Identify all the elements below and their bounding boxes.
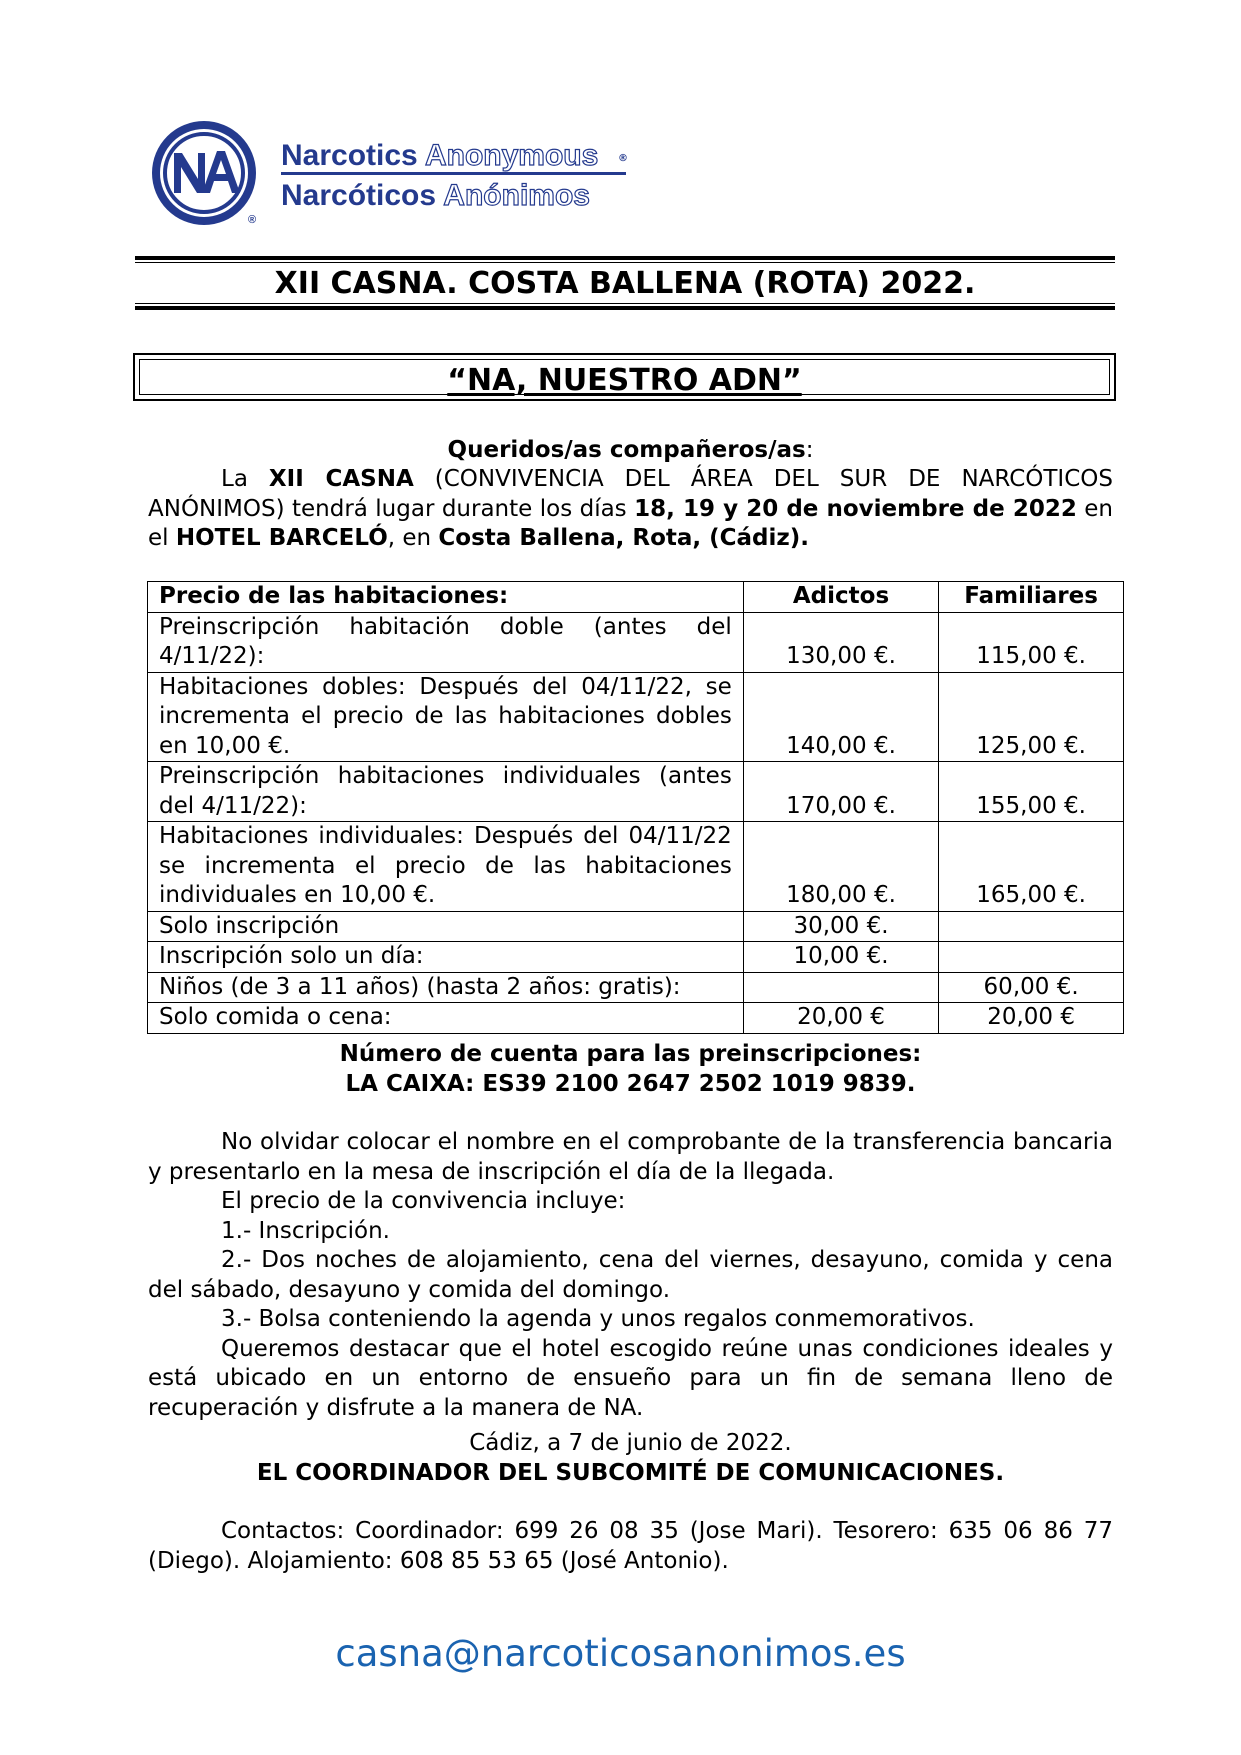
price-familiares — [939, 942, 1124, 973]
row-label: Preinscripción habitación doble (antes del 4/11/22): — [148, 612, 744, 672]
price-familiares: 125,00 €. — [939, 672, 1124, 762]
account-label: Número de cuenta para las preinscripciones: — [339, 1041, 922, 1067]
title-top-rule-thin — [135, 262, 1115, 263]
body-paragraph: 2.- Dos noches de alojamiento, cena del viernes, desayuno, comida y cena del sábado, desayuno y comida del domingo. — [148, 1247, 1113, 1303]
price-adictos: 180,00 €. — [743, 822, 938, 912]
email-link[interactable]: casna@narcoticosanonimos.es — [335, 1632, 906, 1675]
theme-title: “NA, NUESTRO ADN” — [447, 363, 802, 398]
row-label: Solo comida o cena: — [148, 1003, 744, 1034]
row-label: Habitaciones individuales: Después del 04/11/22 se incrementa el precio de las habitaciones individuales en 10,00 €. — [148, 822, 744, 912]
intro-paragraph: La XII CASNA (CONVIVENCIA DEL ÁREA DEL SUR DE NARCÓTICOS ANÓNIMOS) tendrá lugar durante los días 18, 19 y 20 de noviembre de 2022 en el HOTEL BARCELÓ, en Costa Ballena, Rota, (Cádiz). — [148, 466, 1113, 551]
table-row — [148, 672, 1124, 762]
price-familiares: 165,00 €. — [939, 822, 1124, 912]
row-label: Habitaciones dobles: Después del 04/11/22, se incrementa el precio de las habitaciones dobles en 10,00 €. — [148, 672, 744, 762]
body-paragraph: Queremos destacar que el hotel escogido reúne unas condiciones ideales y está ubicado en un entorno de ensueño para un fin de semana lleno de recuperación y disfrute a la manera de NA. — [148, 1335, 1113, 1421]
na-emblem-icon — [148, 117, 266, 229]
account-info — [148, 1040, 1113, 1099]
logo-line-2: Narcóticos Anónimos — [281, 179, 590, 212]
account-number: LA CAIXA: ES39 2100 2647 2502 1019 9839. — [345, 1070, 916, 1097]
price-adictos — [743, 972, 938, 1003]
table-header-row — [148, 582, 1124, 613]
price-familiares — [939, 911, 1124, 942]
price-adictos: 140,00 €. — [743, 672, 938, 762]
body-paragraph: 1.- Inscripción. — [221, 1217, 390, 1244]
row-label: Solo inscripción — [148, 911, 744, 942]
table-row — [148, 911, 1124, 942]
na-logo — [148, 117, 628, 229]
row-label: Inscripción solo un día: — [148, 942, 744, 973]
title-bottom-rule-thin — [135, 303, 1115, 304]
body-text — [148, 1128, 1113, 1423]
contacts: Contactos: Coordinador: 699 26 08 35 (Jose Mari). Tesorero: 635 06 86 77 (Diego). Alojamiento: 608 85 53 65 (José Antonio). — [148, 1518, 1113, 1574]
row-label: Niños (de 3 a 11 años) (hasta 2 años: gratis): — [148, 972, 744, 1003]
price-table — [147, 581, 1124, 1034]
title-bottom-rule — [135, 306, 1115, 310]
table-row — [148, 822, 1124, 912]
place-date: Cádiz, a 7 de junio de 2022. — [469, 1430, 792, 1456]
logo-line-1: Narcotics Anonymous — [281, 139, 599, 172]
row-label: Preinscripción habitaciones individuales (antes del 4/11/22): — [148, 762, 744, 822]
signature — [148, 1429, 1113, 1488]
price-adictos: 130,00 €. — [743, 612, 938, 672]
header-room-price: Precio de las habitaciones: — [148, 582, 744, 613]
table-row — [148, 612, 1124, 672]
table-row — [148, 972, 1124, 1003]
body-paragraph: El precio de la convivencia incluye: — [221, 1188, 626, 1214]
theme-box — [133, 353, 1116, 401]
header-adictos: Adictos — [743, 582, 938, 613]
price-adictos: 10,00 €. — [743, 942, 938, 973]
price-familiares: 20,00 € — [939, 1003, 1124, 1034]
svg-text:®: ® — [248, 214, 257, 226]
table-row — [148, 1003, 1124, 1034]
logo-divider — [281, 172, 626, 175]
table-row — [148, 942, 1124, 973]
price-familiares: 60,00 €. — [939, 972, 1124, 1003]
title-top-rule — [135, 256, 1115, 260]
header-familiares: Familiares — [939, 582, 1124, 613]
body-paragraph: No olvidar colocar el nombre en el comprobante de la transferencia bancaria y presentarlo en la mesa de inscripción el día de la llegada. — [148, 1129, 1113, 1185]
signer: EL COORDINADOR DEL SUBCOMITÉ DE COMUNICACIONES. — [256, 1459, 1005, 1486]
price-familiares: 115,00 €. — [939, 612, 1124, 672]
price-adictos: 170,00 €. — [743, 762, 938, 822]
registered-mark: ® — [618, 153, 628, 164]
body-paragraph: 3.- Bolsa conteniendo la agenda y unos regalos conmemorativos. — [221, 1306, 975, 1332]
table-row — [148, 762, 1124, 822]
page-title: XII CASNA. COSTA BALLENA (ROTA) 2022. — [274, 266, 976, 301]
price-adictos: 20,00 € — [743, 1003, 938, 1034]
price-familiares: 155,00 €. — [939, 762, 1124, 822]
price-adictos: 30,00 €. — [743, 911, 938, 942]
greeting: Queridos/as compañeros/as: — [447, 437, 814, 463]
